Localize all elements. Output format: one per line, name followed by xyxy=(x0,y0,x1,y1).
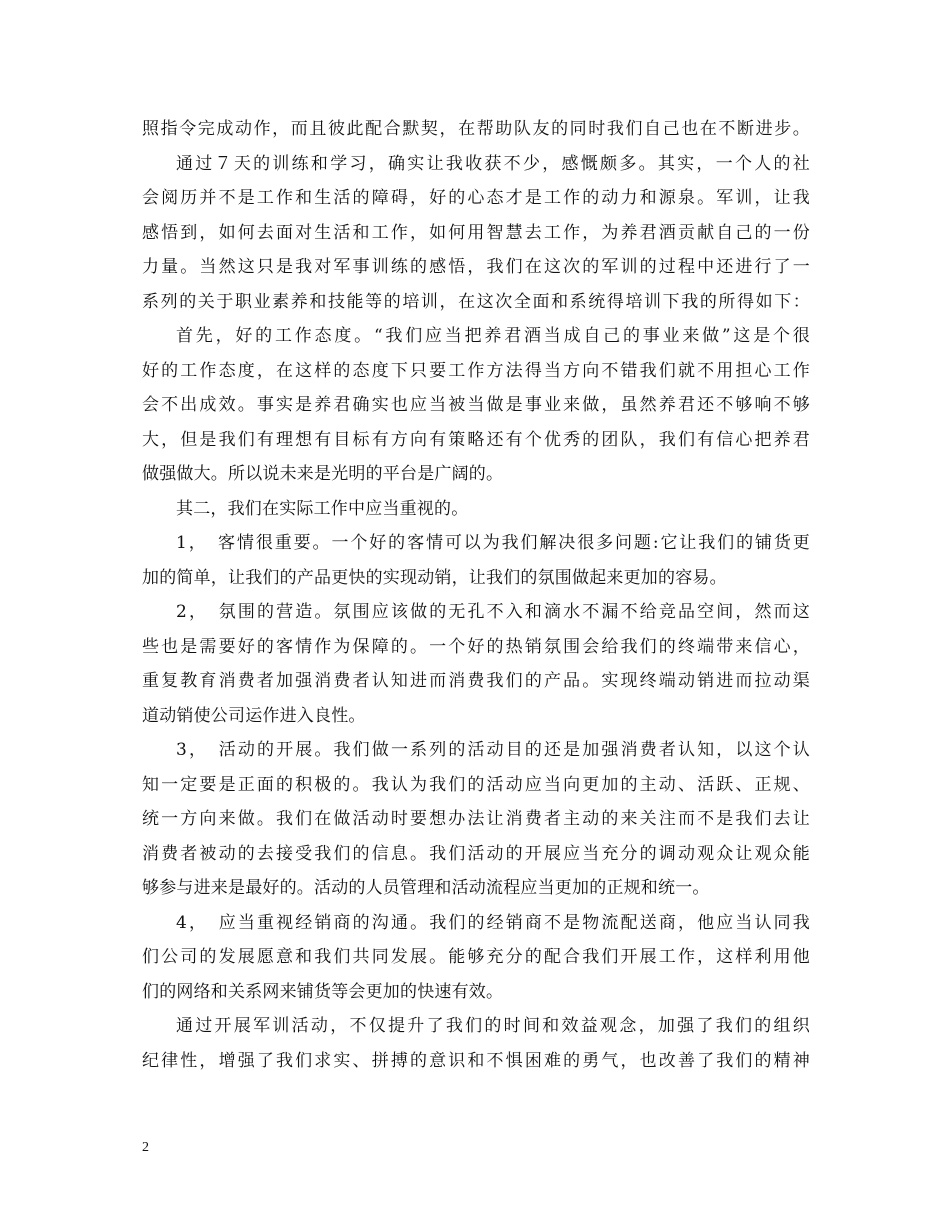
body-text xyxy=(142,112,810,1078)
text-line: 知一定要是正面的积极的。我认为我们的活动应当向更加的主动、活跃、正规、 xyxy=(142,774,810,795)
text-line: 纪律性，增强了我们求实、拼搏的意识和不惧困难的勇气，也改善了我们的精神 xyxy=(142,1050,810,1071)
text-line: 们的网络和关系网来铺货等会更加的快速有效。 xyxy=(142,981,504,1002)
text-line: 消费者被动的去接受我们的信息。我们活动的开展应当充分的调动观众让观众能 xyxy=(142,843,810,864)
text-line: 重复教育消费者加强消费者认知进而消费我们的产品。实现终端动销进而拉动渠 xyxy=(142,671,810,691)
text-line: 做强做大。所以说未来是光明的平台是广阔的。 xyxy=(142,464,504,484)
text-line: 3， 活动的开展。我们做一系列的活动目的还是加强消费者认知，以这个认 xyxy=(176,740,810,760)
text-line: 够参与进来是最好的。活动的人员管理和活动流程应当更加的正规和统一。 xyxy=(142,878,710,898)
text-line: 感悟到，如何去面对生活和工作，如何用智慧去工作，为养君酒贡献自己的一份 xyxy=(142,222,810,243)
text-line: 加的简单，让我们的产品更快的实现动销，让我们的氛围做起来更加的容易。 xyxy=(142,567,727,588)
text-line: 通过开展军训活动，不仅提升了我们的时间和效益观念，加强了我们的组织 xyxy=(176,1016,810,1036)
text-line: 首先，好的工作态度。“我们应当把养君酒当成自己的事业来做”这是个很 xyxy=(176,326,810,346)
text-line: 照指令完成动作，而且彼此配合默契，在帮助队友的同时我们自己也在不断进步。 xyxy=(142,119,810,139)
text-line: 其二，我们在实际工作中应当重视的。 xyxy=(176,498,469,519)
text-line: 道动销使公司运作进入良性。 xyxy=(142,705,366,726)
text-line: 通过７天的训练和学习，确实让我收获不少，感慨颇多。其实，一个人的社 xyxy=(176,153,810,174)
text-line: 些也是需要好的客情作为保障的。一个好的热销氛围会给我们的终端带来信心， xyxy=(142,636,810,657)
text-line: 力量。当然这只是我对军事训练的感悟，我们在这次的军训的过程中还进行了一 xyxy=(142,257,810,277)
text-line: 们公司的发展愿意和我们共同发展。能够充分的配合我们开展工作，这样利用他 xyxy=(142,947,810,967)
text-line: 大，但是我们有理想有目标有方向有策略还有个优秀的团队，我们有信心把养君 xyxy=(142,429,810,450)
text-line: 会阅历并不是工作和生活的障碍，好的心态才是工作的动力和源泉。军训，让我 xyxy=(142,188,810,208)
text-line: 1， 客情很重要。一个好的客情可以为我们解决很多问题:它让我们的铺货更 xyxy=(176,533,810,553)
text-line: 会不出成效。事实是养君确实也应当被当做是事业来做，虽然养君还不够响不够 xyxy=(142,395,810,415)
text-line: 好的工作态度，在这样的态度下只要工作方法得当方向不错我们就不用担心工作 xyxy=(142,360,810,381)
text-line: 4， 应当重视经销商的沟通。我们的经销商不是物流配送商，他应当认同我 xyxy=(176,912,810,933)
text-line: 2， 氛围的营造。氛围应该做的无孔不入和滴水不漏不给竞品空间，然而这 xyxy=(176,602,810,622)
text-line: 系列的关于职业素养和技能等的培训，在这次全面和系统得培训下我的所得如下： xyxy=(142,291,810,312)
page-number: 2 xyxy=(142,1140,149,1155)
text-line: 统一方向来做。我们在做活动时要想办法让消费者主动的来关注而不是我们去让 xyxy=(142,809,810,829)
